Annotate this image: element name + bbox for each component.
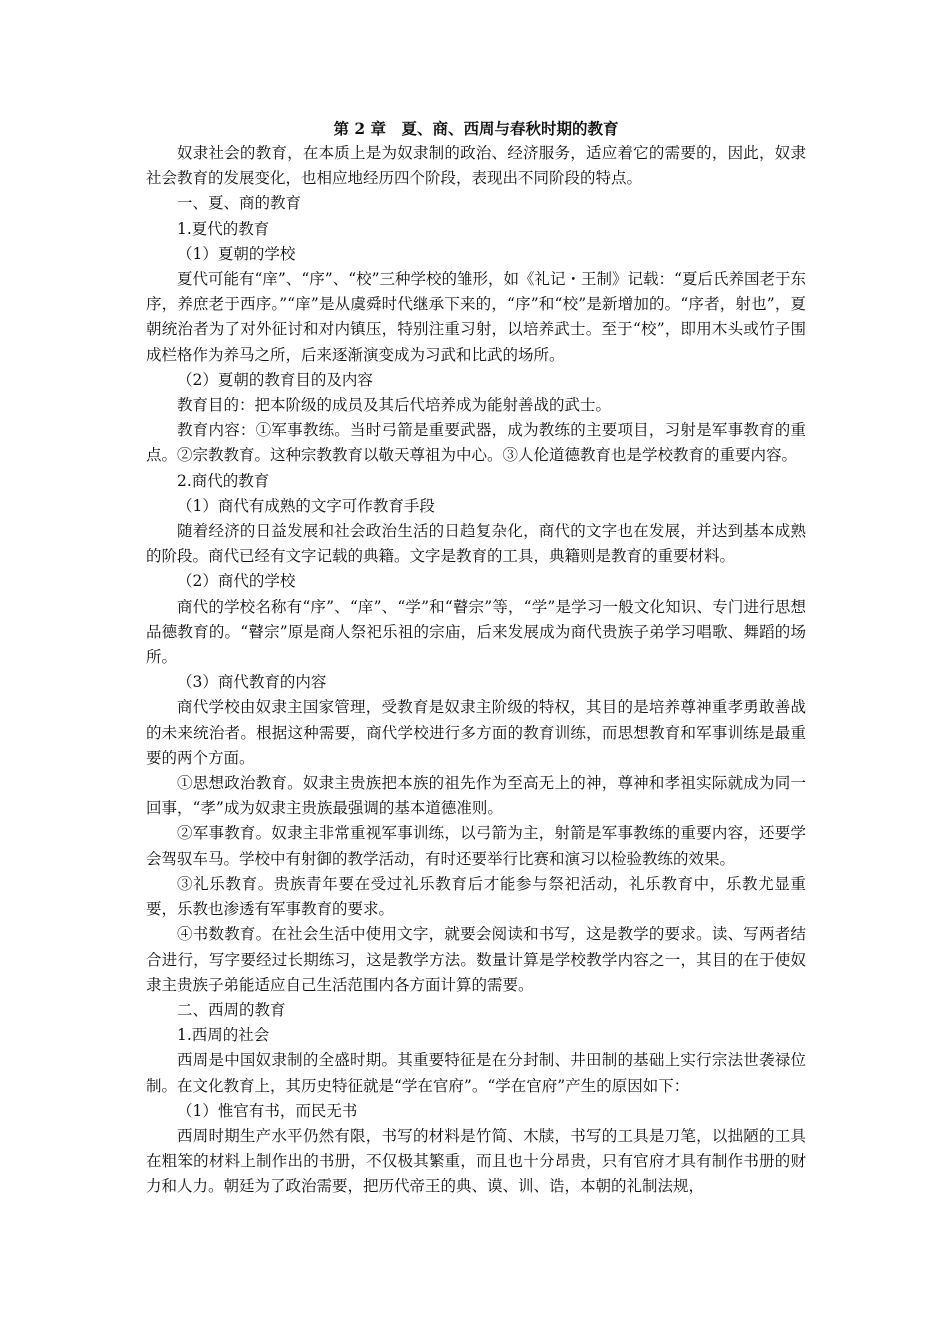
document-body bbox=[146, 117, 806, 1200]
shang-schools-paragraph: 商代的学校名称有“序”、“庠”、“学”和“瞽宗”等，“学”是学习一般文化知识、专门进行思想品德教育的。“瞽宗”原是商人祭祀乐祖的宗庙，后来发展成为商代贵族子弟学习唱歌、舞蹈的场所。 bbox=[146, 597, 806, 667]
item-heading-zhou-books: （1）惟官有书，而民无书 bbox=[177, 1101, 358, 1120]
chapter-title: 第 2 章 夏、商、西周与春秋时期的教育 bbox=[333, 119, 619, 138]
item-heading-shang-writing: （1）商代有成熟的文字可作教育手段 bbox=[177, 496, 435, 515]
intro-paragraph: 奴隶社会的教育，在本质上是为奴隶制的政治、经济服务，适应着它的需要的，因此，奴隶社会教育的发展变化，也相应地经历四个阶段，表现出不同阶段的特点。 bbox=[146, 144, 806, 188]
section-heading-western-zhou: 二、西周的教育 bbox=[177, 1000, 286, 1019]
shang-ritual-music-paragraph: ③礼乐教育。贵族青年要在受过礼乐教育后才能参与祭祀活动，礼乐教育中，乐教尤显重要，乐教也渗透有军事教育的要求。 bbox=[146, 874, 806, 919]
shang-literacy-paragraph: ④书数教育。在社会生活中使用文字，就要会阅读和书写，这是教学的要求。读、写两者结合进行，写字要经过长期练习，这是教学方法。数量计算是学校教学内容之一，其目的在于使奴隶主贵族子弟能适应自己生活范围内各方面计算的需要。 bbox=[146, 925, 806, 994]
item-heading-xia-schools: （1）夏朝的学校 bbox=[177, 244, 296, 263]
item-heading-shang-content: （3）商代教育的内容 bbox=[177, 673, 327, 692]
xia-schools-paragraph: 夏代可能有“庠”、“序”、“校”三种学校的雏形，如《礼记・王制》记载：“夏后氏养国老于东序，养庶老于西序。”“庠”是从虞舜时代继承下来的，“序”和“校”是新增加的。“序者，射也”，夏朝统治者为了对外征讨和对内镇压，特别注重习射，以培养武士。至于“校”，即用木头或竹子围成栏格作为养马之所，后来逐渐演变成为习武和比武的场所。 bbox=[146, 270, 806, 364]
item-heading-xia-aims: （2）夏朝的教育目的及内容 bbox=[177, 370, 373, 389]
shang-content-paragraph: 商代学校由奴隶主国家管理，受教育是奴隶主阶级的特权，其目的是培养尊神重孝勇敢善战的未来统治者。根据这种需要，商代学校进行多方面的教育训练，而思想教育和军事训练是最重要的两个方面。 bbox=[146, 698, 806, 767]
section-heading-xia-shang: 一、夏、商的教育 bbox=[177, 194, 302, 213]
shang-military-paragraph: ②军事教育。奴隶主非常重视军事训练，以弓箭为主，射箭是军事教练的重要内容，还要学会驾驭车马。学校中有射御的教学活动，有时还要举行比赛和演习以检验教练的效果。 bbox=[146, 824, 806, 868]
xia-aim-paragraph: 教育目的：把本阶级的成员及其后代培养成为能射善战的武士。 bbox=[177, 396, 612, 415]
shang-writing-paragraph: 随着经济的日益发展和社会政治生活的日趋复杂化，商代的文字也在发展，并达到基本成熟的阶段。商代已经有文字记载的典籍。文字是教育的工具，典籍则是教育的重要材料。 bbox=[146, 522, 806, 566]
subsection-heading-xia: 1.夏代的教育 bbox=[177, 219, 270, 238]
zhou-society-paragraph: 西周是中国奴隶制的全盛时期。其重要特征是在分封制、井田制的基础上实行宗法世袭禄位制。在文化教育上，其历史特征就是“学在官府”。“学在官府”产生的原因如下： bbox=[146, 1051, 806, 1095]
xia-content-paragraph: 教育内容：①军事教练。当时弓箭是重要武器，成为教练的主要项目，习射是军事教育的重点。②宗教教育。这种宗教教育以敬天尊祖为中心。③人伦道德教育也是学校教育的重要内容。 bbox=[146, 421, 806, 465]
shang-political-paragraph: ①思想政治教育。奴隶主贵族把本族的祖先作为至高无上的神，尊神和孝祖实际就成为同一回事，“孝”成为奴隶主贵族最强调的基本道德准则。 bbox=[146, 774, 806, 818]
subsection-heading-shang: 2.商代的教育 bbox=[177, 471, 270, 490]
item-heading-shang-schools: （2）商代的学校 bbox=[177, 572, 296, 591]
subsection-heading-zhou-society: 1.西周的社会 bbox=[177, 1026, 270, 1045]
zhou-books-paragraph: 西周时期生产水平仍然有限，书写的材料是竹简、木牍，书写的工具是刀笔，以拙陋的工具在粗笨的材料上制作出的书册，不仅极其繁重，而且也十分昂贵，只有官府才具有制作书册的财力和人力。朝廷为了政治需要，把历代帝王的典、谟、训、诰，本朝的礼制法规， bbox=[146, 1126, 806, 1196]
